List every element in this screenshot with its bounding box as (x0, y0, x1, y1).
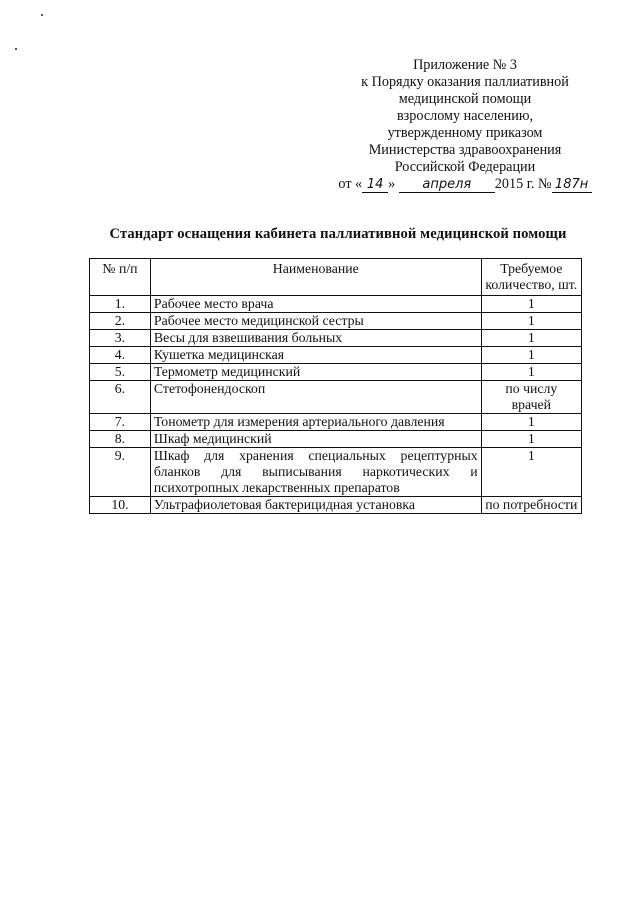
row-name: Стетофонендоскоп (150, 381, 481, 414)
header-num: № п/п (90, 259, 151, 296)
row-num: 7. (90, 414, 151, 431)
row-num: 10. (90, 497, 151, 514)
row-qty: 1 (481, 330, 581, 347)
header-line: Приложение № 3 (413, 57, 517, 73)
row-num: 5. (90, 364, 151, 381)
row-name: Тонометр для измерения артериального давления (150, 414, 481, 431)
date-quote-close: » (388, 176, 396, 192)
row-qty: 1 (481, 431, 581, 448)
row-num: 6. (90, 381, 151, 414)
scan-speck (15, 48, 17, 50)
row-qty: по потребности (481, 497, 581, 514)
date-year: 2015 г. № (494, 176, 552, 192)
table-row (90, 497, 582, 514)
row-num: 4. (90, 347, 151, 364)
row-qty: по числу врачей (481, 381, 581, 414)
row-num: 8. (90, 431, 151, 448)
row-qty: 1 (481, 414, 581, 431)
handwritten-month: апреля (399, 177, 495, 193)
table-row (90, 448, 582, 497)
handwritten-day: 14 (362, 177, 388, 193)
table-row (90, 347, 582, 364)
header-name: Наименование (150, 259, 481, 296)
row-qty: 1 (481, 313, 581, 330)
equipment-table (89, 258, 582, 514)
row-name: Рабочее место врача (150, 296, 481, 313)
row-num: 3. (90, 330, 151, 347)
table-row (90, 431, 582, 448)
scan-speck (41, 14, 43, 16)
table-row (90, 364, 582, 381)
row-name: Рабочее место медицинской сестры (150, 313, 481, 330)
row-qty: 1 (481, 448, 581, 497)
row-name: Ультрафиолетовая бактерицидная установка (150, 497, 481, 514)
row-name: Термометр медицинский (150, 364, 481, 381)
row-name: Шкаф медицинский (150, 431, 481, 448)
table-header-row (90, 259, 582, 296)
header-line: к Порядку оказания паллиативной (361, 74, 569, 90)
table-row (90, 381, 582, 414)
table-row (90, 414, 582, 431)
header-line: медицинской помощи (398, 91, 532, 107)
row-num: 1. (90, 296, 151, 313)
appendix-header (330, 57, 600, 193)
handwritten-order-number: 187н (552, 177, 592, 193)
header-line: утвержденному приказом (387, 125, 543, 141)
table-row (90, 330, 582, 347)
header-line: взрослому населению, (396, 108, 534, 124)
row-qty: 1 (481, 364, 581, 381)
order-date-line (330, 176, 600, 193)
row-num: 2. (90, 313, 151, 330)
row-name: Весы для взвешивания больных (150, 330, 481, 347)
header-qty: Требуемое количество, шт. (481, 259, 581, 296)
header-line: Министерства здравоохранения (368, 142, 562, 158)
row-qty: 1 (481, 347, 581, 364)
table-row (90, 296, 582, 313)
row-num: 9. (90, 448, 151, 497)
row-qty: 1 (481, 296, 581, 313)
row-name: Шкаф для хранения специальных рецептурных бланков для выписывания наркотических и психотропных лекарственных препаратов (150, 448, 481, 497)
date-prefix: от « (338, 176, 363, 192)
header-line: Российской Федерации (394, 159, 536, 175)
table-row (90, 313, 582, 330)
row-name: Кушетка медицинская (150, 347, 481, 364)
document-title: Стандарт оснащения кабинета паллиативной медицинской помощи (109, 226, 567, 242)
